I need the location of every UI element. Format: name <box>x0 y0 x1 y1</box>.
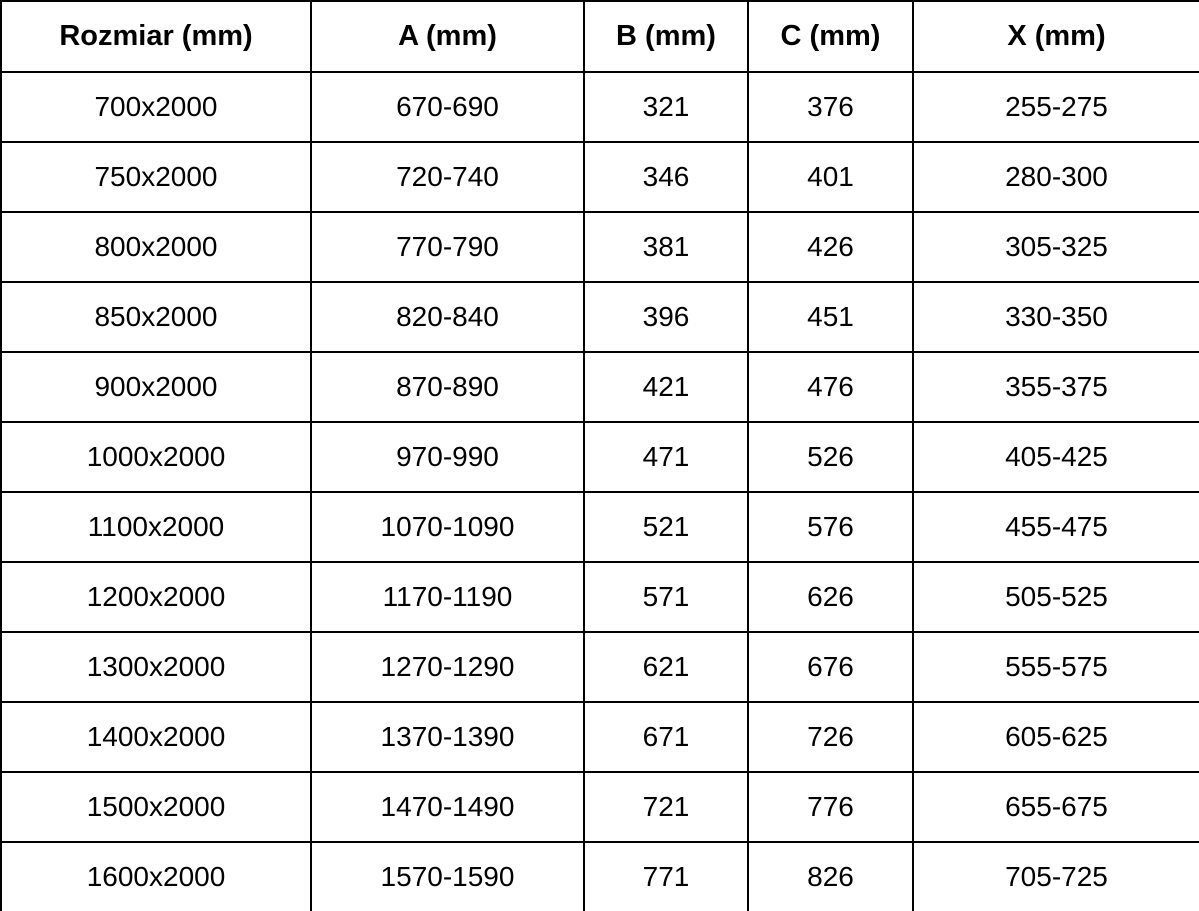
cell-x: 455-475 <box>913 492 1199 562</box>
cell-a: 1270-1290 <box>311 632 584 702</box>
column-header-c: C (mm) <box>748 1 913 72</box>
cell-a: 870-890 <box>311 352 584 422</box>
cell-x: 330-350 <box>913 282 1199 352</box>
cell-rozmiar: 1300x2000 <box>1 632 311 702</box>
cell-x: 705-725 <box>913 842 1199 911</box>
cell-x: 605-625 <box>913 702 1199 772</box>
cell-b: 421 <box>584 352 748 422</box>
cell-b: 381 <box>584 212 748 282</box>
cell-x: 555-575 <box>913 632 1199 702</box>
cell-a: 970-990 <box>311 422 584 492</box>
cell-c: 401 <box>748 142 913 212</box>
cell-x: 255-275 <box>913 72 1199 142</box>
table-row <box>1 702 1199 772</box>
cell-b: 671 <box>584 702 748 772</box>
cell-rozmiar: 750x2000 <box>1 142 311 212</box>
table-row <box>1 562 1199 632</box>
table-row <box>1 212 1199 282</box>
cell-b: 396 <box>584 282 748 352</box>
cell-c: 776 <box>748 772 913 842</box>
column-header-x: X (mm) <box>913 1 1199 72</box>
cell-b: 471 <box>584 422 748 492</box>
cell-a: 1070-1090 <box>311 492 584 562</box>
cell-c: 426 <box>748 212 913 282</box>
cell-b: 621 <box>584 632 748 702</box>
cell-a: 770-790 <box>311 212 584 282</box>
table-row <box>1 422 1199 492</box>
cell-c: 826 <box>748 842 913 911</box>
cell-rozmiar: 800x2000 <box>1 212 311 282</box>
cell-b: 321 <box>584 72 748 142</box>
cell-a: 1170-1190 <box>311 562 584 632</box>
column-header-rozmiar: Rozmiar (mm) <box>1 1 311 72</box>
table-row <box>1 772 1199 842</box>
cell-x: 355-375 <box>913 352 1199 422</box>
cell-a: 670-690 <box>311 72 584 142</box>
header-row <box>1 1 1199 72</box>
cell-rozmiar: 1400x2000 <box>1 702 311 772</box>
cell-a: 720-740 <box>311 142 584 212</box>
cell-rozmiar: 700x2000 <box>1 72 311 142</box>
cell-x: 655-675 <box>913 772 1199 842</box>
cell-x: 405-425 <box>913 422 1199 492</box>
cell-c: 676 <box>748 632 913 702</box>
table-row <box>1 632 1199 702</box>
cell-x: 505-525 <box>913 562 1199 632</box>
cell-c: 451 <box>748 282 913 352</box>
cell-c: 376 <box>748 72 913 142</box>
cell-x: 280-300 <box>913 142 1199 212</box>
table-row <box>1 842 1199 911</box>
table-body <box>1 72 1199 911</box>
table-row <box>1 72 1199 142</box>
cell-c: 576 <box>748 492 913 562</box>
table-row <box>1 142 1199 212</box>
cell-a: 1370-1390 <box>311 702 584 772</box>
cell-b: 721 <box>584 772 748 842</box>
cell-a: 1470-1490 <box>311 772 584 842</box>
cell-c: 476 <box>748 352 913 422</box>
cell-b: 571 <box>584 562 748 632</box>
column-header-b: B (mm) <box>584 1 748 72</box>
table-row <box>1 492 1199 562</box>
table-row <box>1 282 1199 352</box>
cell-c: 626 <box>748 562 913 632</box>
cell-b: 346 <box>584 142 748 212</box>
cell-x: 305-325 <box>913 212 1199 282</box>
cell-rozmiar: 1000x2000 <box>1 422 311 492</box>
cell-b: 771 <box>584 842 748 911</box>
cell-a: 820-840 <box>311 282 584 352</box>
cell-c: 526 <box>748 422 913 492</box>
cell-rozmiar: 1500x2000 <box>1 772 311 842</box>
cell-c: 726 <box>748 702 913 772</box>
table-row <box>1 352 1199 422</box>
cell-rozmiar: 850x2000 <box>1 282 311 352</box>
cell-rozmiar: 900x2000 <box>1 352 311 422</box>
cell-rozmiar: 1600x2000 <box>1 842 311 911</box>
cell-a: 1570-1590 <box>311 842 584 911</box>
cell-b: 521 <box>584 492 748 562</box>
cell-rozmiar: 1100x2000 <box>1 492 311 562</box>
column-header-a: A (mm) <box>311 1 584 72</box>
cell-rozmiar: 1200x2000 <box>1 562 311 632</box>
